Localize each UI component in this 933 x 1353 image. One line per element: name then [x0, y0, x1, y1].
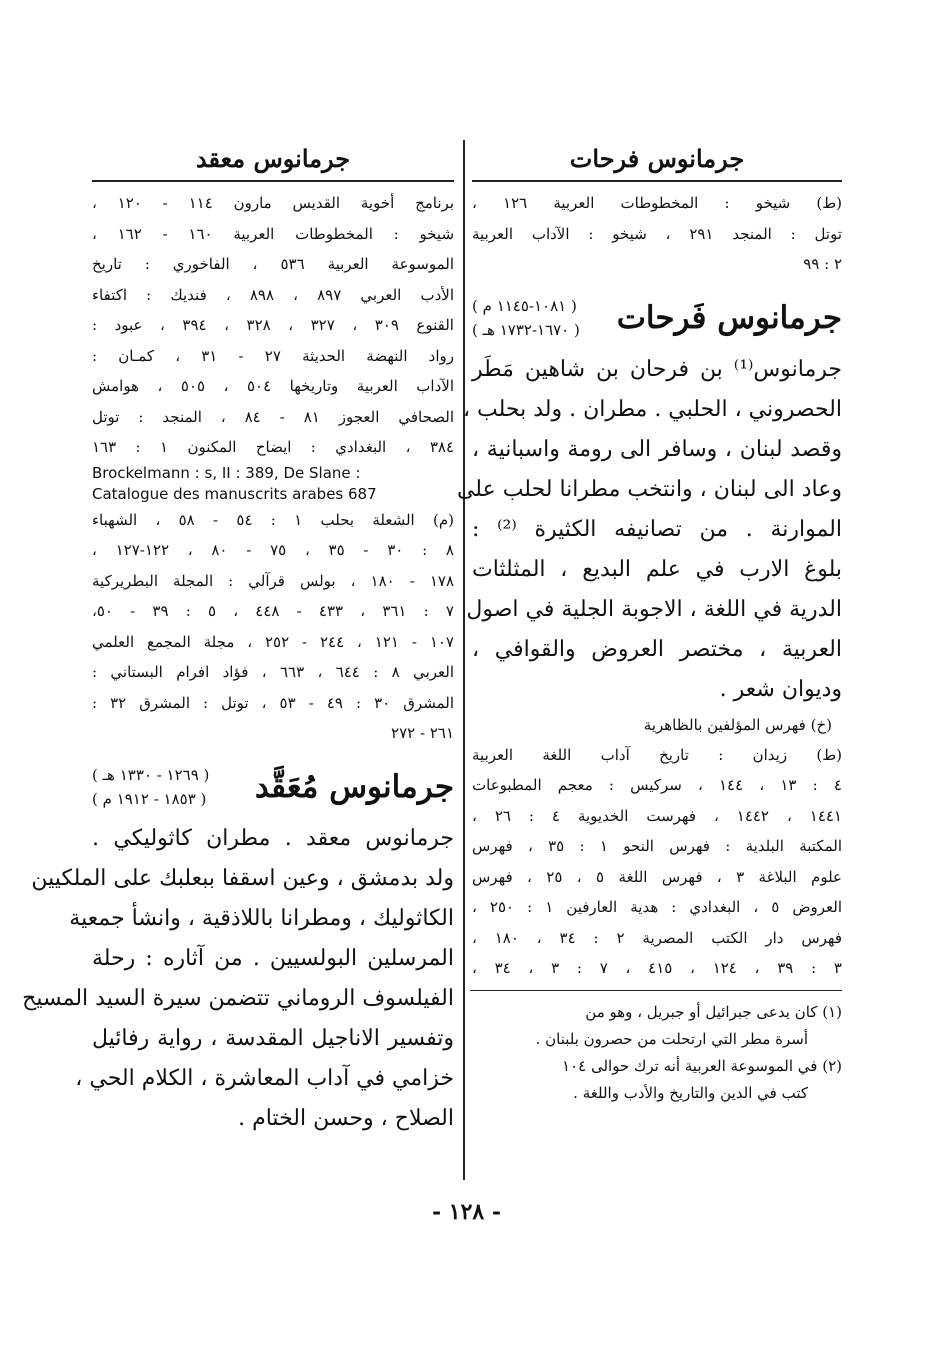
right-column [456, 138, 843, 1107]
bio-line: وعاد الى لبنان ، وانتخب مطرانا لحلب على [456, 476, 842, 502]
bio-line: الحصروني ، الحلبي . مطران . ولد بحلب ، [462, 396, 842, 422]
ref-line: الموسوعة العربية ٥٣٦ ، الفاخوري : تاريخ [92, 255, 455, 273]
ref-line: (م) الشعلة بحلب ١ : ٥٤ - ٥٨ ، الشهباء [92, 510, 454, 529]
bio-line: الدرية في اللغة ، الاجوبة الجلية في اصول [466, 596, 842, 622]
footnote-continuation: أسرة مطر التي ارتحلت من حصرون بلبنان . [535, 1029, 808, 1048]
ref-line: الصحافي العجوز ٨١ - ٨٤ ، المنجد : توتل [92, 407, 455, 426]
latin-ref-line: Brockelmann : s, II : 389, De Slane : [92, 463, 361, 482]
left-column-header: جرمانوس معقد [92, 138, 454, 182]
ref-line: فهرس دار الكتب المصرية ٢ : ٣٤ ، ١٨٠ ، [472, 928, 843, 947]
right-column-header: جرمانوس فرحات [472, 138, 842, 182]
bio-line: الصلاح ، وحسن الختام . [238, 1105, 454, 1131]
entry-biography [22, 819, 454, 1139]
page-number: - ١٢٨ - [431, 1199, 502, 1225]
ref-line: ٤ : ١٣ ، ١٤٤ ، سركيس : معجم المطبوعات [472, 776, 842, 794]
ref-line: توتل : المنجد ٢٩١ ، شيخو : الآداب العربية [472, 224, 843, 243]
ref-line: رواد النهضة الحديثة ٢٧ - ٣١ ، كمـان : [92, 346, 455, 365]
ref-line: ٣٨٤ ، البغدادي : ايضاح المكنون ١ : ١٦٣ [92, 438, 454, 456]
footnote-1 [472, 999, 842, 1026]
column-divider [463, 140, 465, 1180]
ref-line: ١٤٤١ ، ١٤٤٢ ، فهرست الخديوية ٤ : ٢٦ ، [472, 806, 842, 825]
footnote-number: (١) [822, 1002, 842, 1021]
prev-entry-refs [472, 188, 842, 280]
ref-line: المكتبة البلدية : فهرس النحو ١ : ٣٥ ، فهرس [472, 837, 842, 855]
ref-line: العربي ٨ : ٦٤٤ ، ٦٦٣ ، فؤاد افرام البستاني : [92, 663, 454, 681]
ref-line: المشرق ٣٠ : ٤٩ - ٥٣ ، توتل : المشرق ٣٢ : [92, 693, 455, 712]
bio-line: جرمانوس معقد . مطران كاثوليكي . [92, 825, 454, 851]
bio-line: خزامي في آداب المعاشرة ، الكلام الحي ، [75, 1065, 454, 1091]
bio-line: وديوان شعر . [719, 676, 842, 702]
bio-line: الفيلسوف الروماني تتضمن سيرة السيد المسيح [22, 985, 454, 1011]
entry-biography [456, 350, 842, 710]
ref-line: (ط) شيخو : المخطوطات العربية ١٢٦ ، [472, 194, 842, 212]
footnote-text: كان يدعى جبرائيل أو جبريل ، وهو من [585, 1002, 818, 1021]
entry-date-line: ( ١٨٥٣ - ١٩١٢ م ) [92, 789, 207, 808]
ref-line: ٣ : ٣٩ ، ١٢٤ ، ٤١٥ ، ٧ : ٣ ، ٣٤ ، [472, 959, 842, 977]
footnote-text: في الموسوعة العربية أنه ترك حوالى ١٠٤ [562, 1056, 818, 1075]
bio-line: المرسلين البولسيين . من آثاره : رحلة [92, 945, 454, 971]
manuscript-ref: (خ) فهرس المؤلفين بالظاهرية [643, 715, 832, 734]
ref-line: ١٠٧ - ١٢١ ، ٢٤٤ - ٢٥٢ ، مجلة المجمع العلمي [92, 632, 454, 651]
ref-line: العروض ٥ ، البغدادي : هدية العارفين ١ : ٢٥٠ ، [472, 898, 843, 916]
footnote-2 [472, 1053, 842, 1080]
ref-line: الأدب العربي ٨٩٧ ، ٨٩٨ ، فنديك : اكتفاء [92, 285, 454, 304]
bio-line: ولد بدمشق ، وعين اسقفا ببعلبك على الملكيين [31, 865, 454, 891]
entry-dates [472, 294, 580, 342]
footnotes [472, 999, 842, 1107]
entry-date-line: ( ١٠٨١-١١٤٥ م ) [472, 296, 577, 315]
entry-heading-farhat [472, 294, 842, 342]
footnote-continuation: كتب في الدين والتاريخ والأدب واللغة . [573, 1083, 808, 1102]
bio-line: الكاثوليك ، ومطرانا باللاذقية ، وانشأ جمعية [69, 905, 454, 931]
ref-line: الآداب العربية وتاريخها ٥٠٤ ، ٥٠٥ ، هوامش [92, 377, 454, 395]
bio-line: جرمانوس⁽¹⁾ بن فرحان بن شاهين مَطَر [472, 356, 842, 382]
ref-line: (ط) زيدان : تاريخ آداب اللغة العربية [472, 745, 842, 764]
entry-title: جرمانوس مُعَقَّد [254, 768, 454, 805]
bio-line: العربية ، مختصر العروض والقوافي ، [472, 636, 842, 662]
prev-entry-refs [92, 188, 454, 749]
ref-line: ١٧٨ - ١٨٠ ، بولس قرآلي : المجلة البطريركية [92, 571, 454, 590]
ref-line: برنامج أخوية القديس مارون ١١٤ - ١٢٠ ، [92, 194, 454, 212]
entry-dates [92, 763, 209, 811]
ref-line: ٨ : ٣٠ - ٣٥ ، ٧٥ - ٨٠ ، ١٢٢-١٢٧ ، [92, 541, 454, 559]
footnote-number: (٢) [822, 1056, 842, 1075]
latin-ref-line: Catalogue des manuscrits arabes 687 [92, 484, 377, 503]
footnote-rule [470, 990, 842, 991]
ref-line: القنوع ٣٠٩ ، ٣٢٧ ، ٣٢٨ ، ٣٩٤ ، عبود : [92, 316, 454, 334]
ref-line: علوم البلاغة ٣ ، فهرس اللغة ٥ ، ٢٥ ، فهرس [472, 867, 842, 886]
entry-heading-muaqqad [92, 763, 454, 811]
ref-line: ٢٦١ - ٢٧٢ [391, 724, 454, 742]
bio-line: وتفسير الاناجيل المقدسة ، رواية رفائيل [92, 1025, 454, 1051]
left-column [22, 138, 455, 1139]
entry-date-line: ( ١٢٦٩ - ١٣٣٠ هـ ) [92, 765, 210, 784]
bio-line: وقصد لبنان ، وسافر الى رومة واسبانية ، [472, 436, 842, 462]
entry-title: جرمانوس فَرحات [616, 299, 842, 336]
entry-date-line: ( ١٦٧٠-١٧٣٢ هـ ) [472, 320, 580, 339]
ref-line: ٢ : ٩٩ [803, 255, 842, 273]
entry-references [472, 740, 842, 984]
bio-line: بلوغ الارب في علم البديع ، المثلثات [472, 556, 842, 582]
ref-line: شيخو : المخطوطات العربية ١٦٠ - ١٦٢ ، [92, 224, 455, 243]
bio-line: الموارنة . من تصانيفه الكثيرة ⁽²⁾ : [472, 516, 842, 542]
ref-line: ٧ : ٣٦١ ، ٤٣٣ - ٤٤٨ ، ٥ : ٣٩ - ٥٠، [92, 602, 454, 620]
